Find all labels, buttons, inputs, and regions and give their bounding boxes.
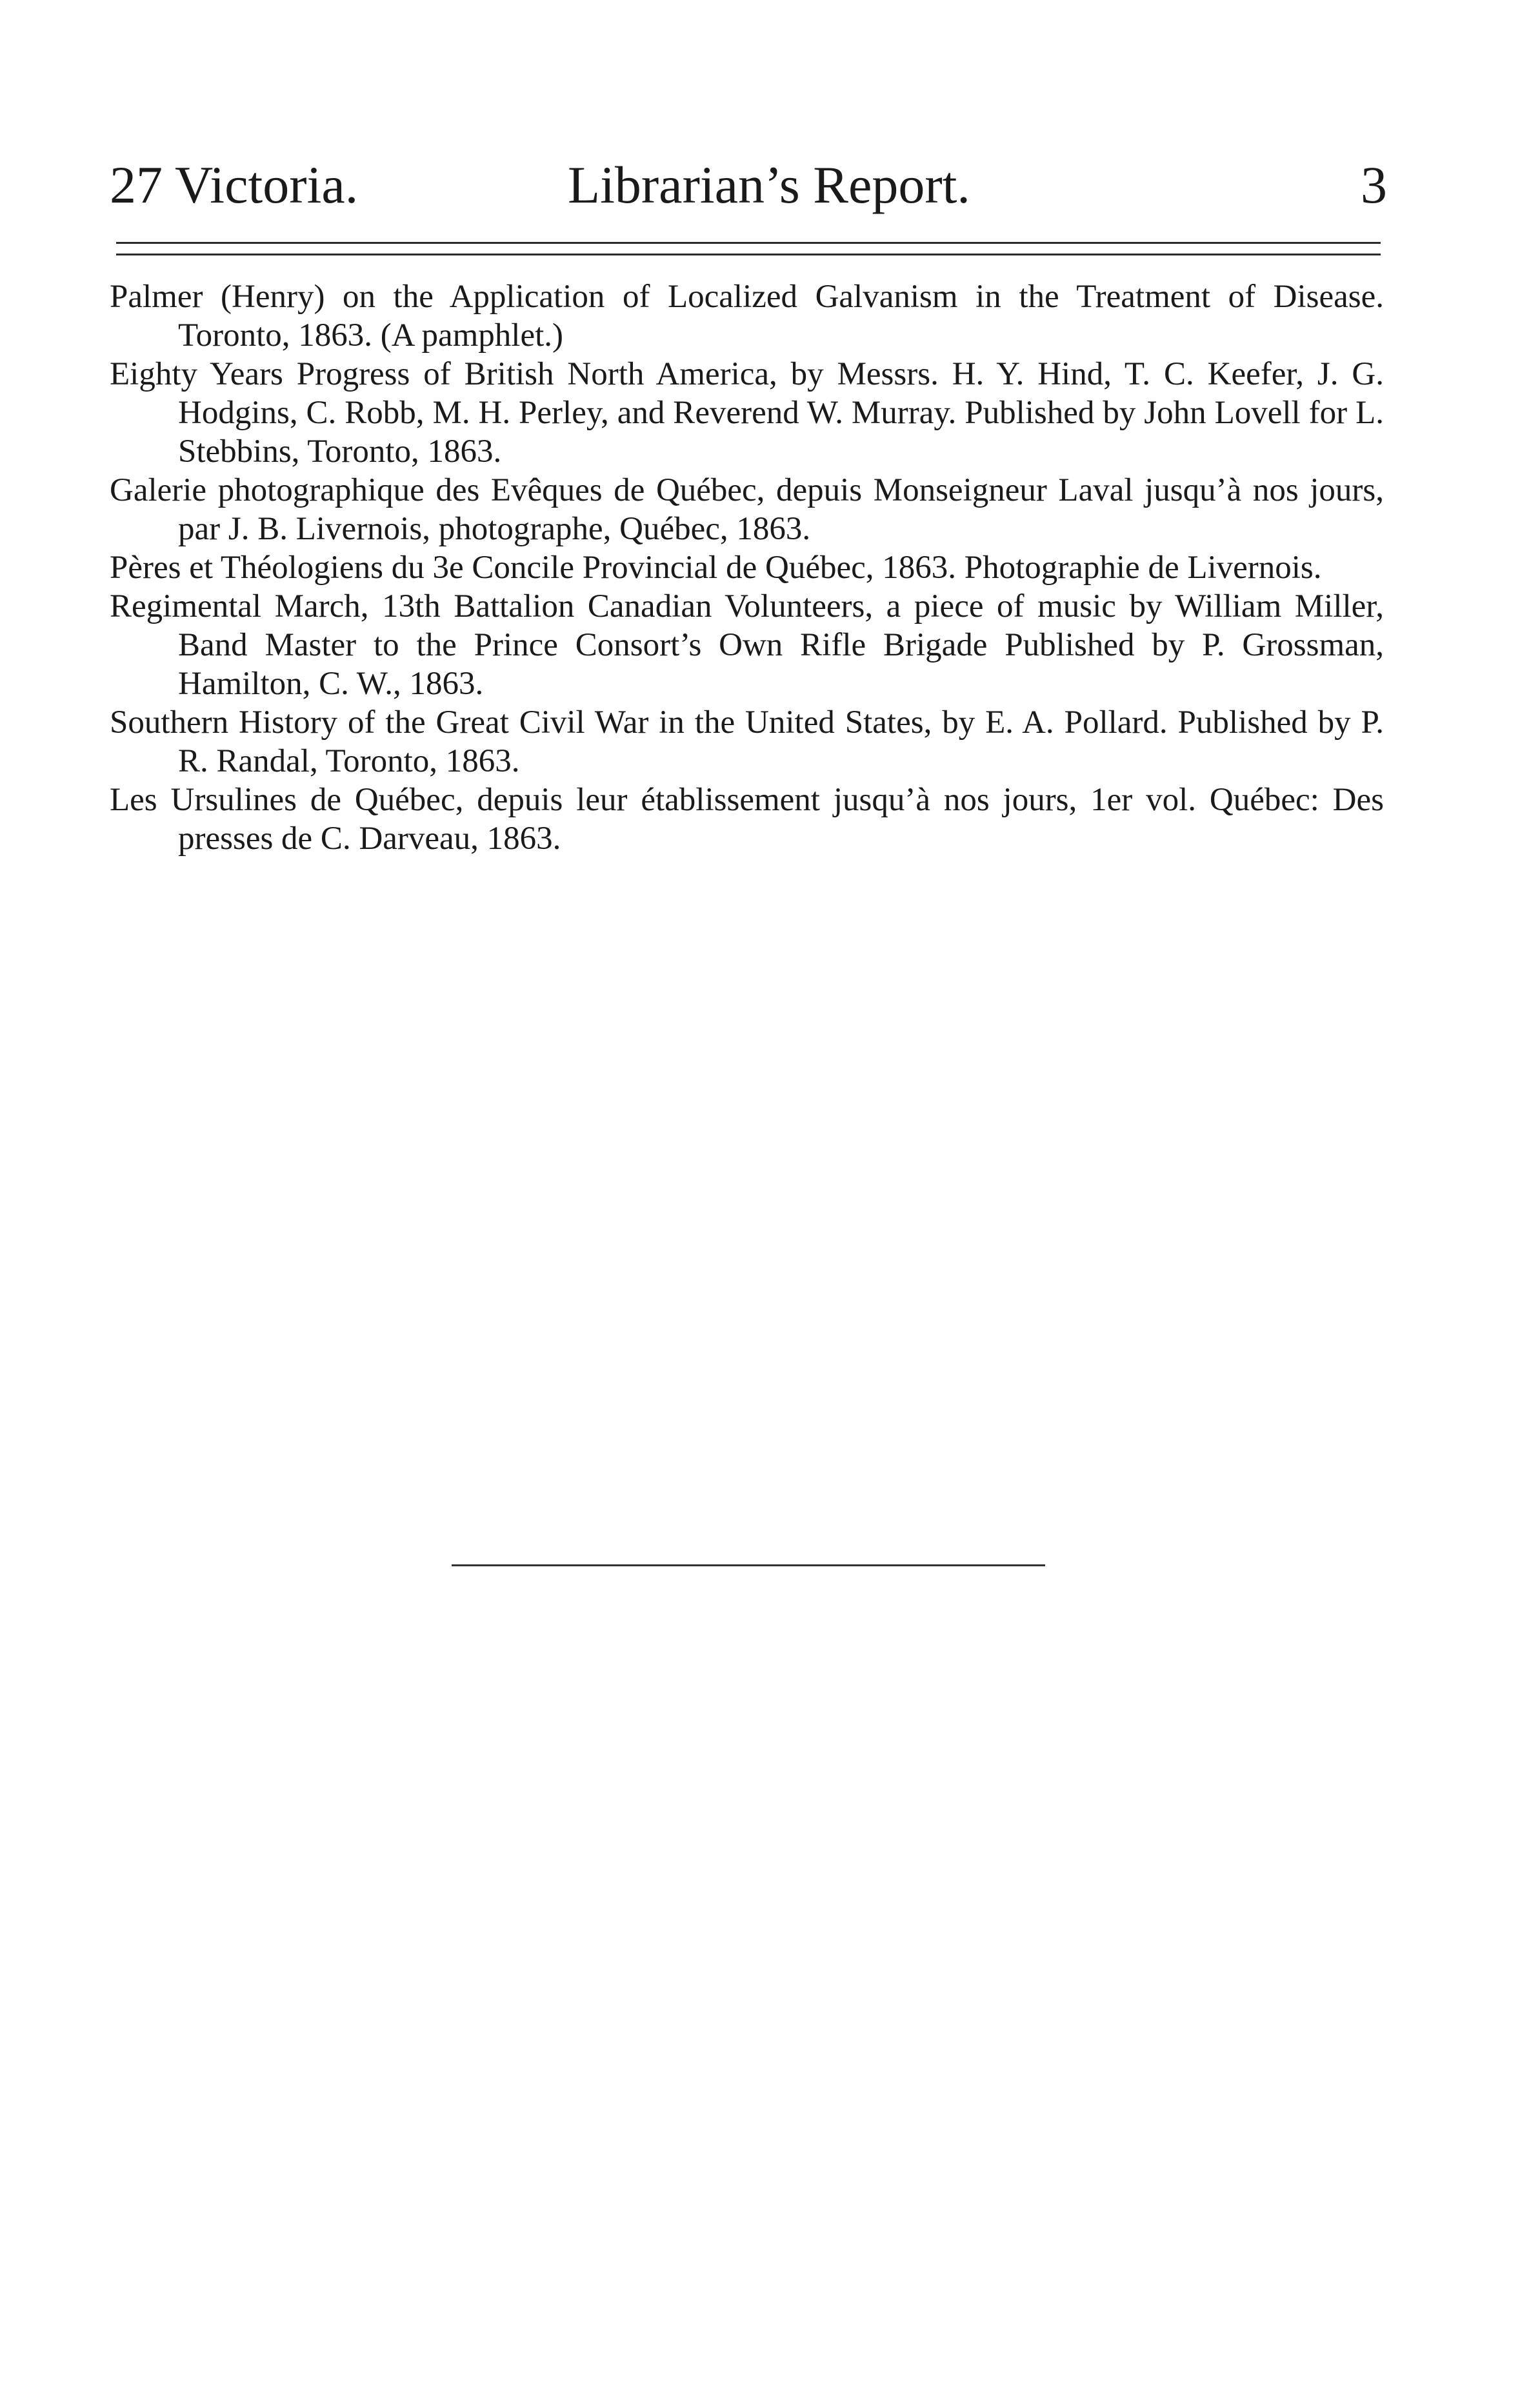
list-item: Regimental March, 13th Battalion Canadian Volunteers, a piece of music by William Miller, Band Master to the Prince Consort’s Own Rifle Brigade Published by P. Grossman, Hamilton, C. W., 1863. [110,588,1384,702]
list-item: Pères et Théologiens du 3e Concile Provincial de Québec, 1863. Photographie de Livernois. [110,550,1322,586]
page-number: 3 [1361,155,1387,214]
list-item: Galerie photographique des Evêques de Québec, depuis Monseigneur Laval jusqu’à nos jours, par J. B. Livernois, photographe, Québec, 1863. [110,472,1384,547]
entry-list [110,277,1384,858]
header-rule-top [116,242,1381,244]
header-session: 27 Victoria. [110,155,359,214]
list-item: Les Ursulines de Québec, depuis leur établissement jusqu’à nos jours, 1er vol. Québec: Des presses de C. Darveau, 1863. [110,782,1384,857]
header-rule-bottom [116,254,1381,255]
list-item: Eighty Years Progress of British North America, by Messrs. H. Y. Hind, T. C. Keefer, J. G. Hodgins, C. Robb, M. H. Perley, and Reverend W. Murray. Published by John Lovell for L. Stebbins, Toronto, 1863. [110,356,1384,470]
list-item: Southern History of the Great Civil War in the United States, by E. A. Pollard. Published by P. R. Randal, Toronto, 1863. [110,704,1384,779]
running-header [110,155,1387,226]
list-item: Palmer (Henry) on the Application of Localized Galvanism in the Treatment of Disease. Toronto, 1863. (A pamphlet.) [110,279,1384,354]
header-title: Librarian’s Report. [568,155,970,214]
section-divider [452,1564,1045,1566]
